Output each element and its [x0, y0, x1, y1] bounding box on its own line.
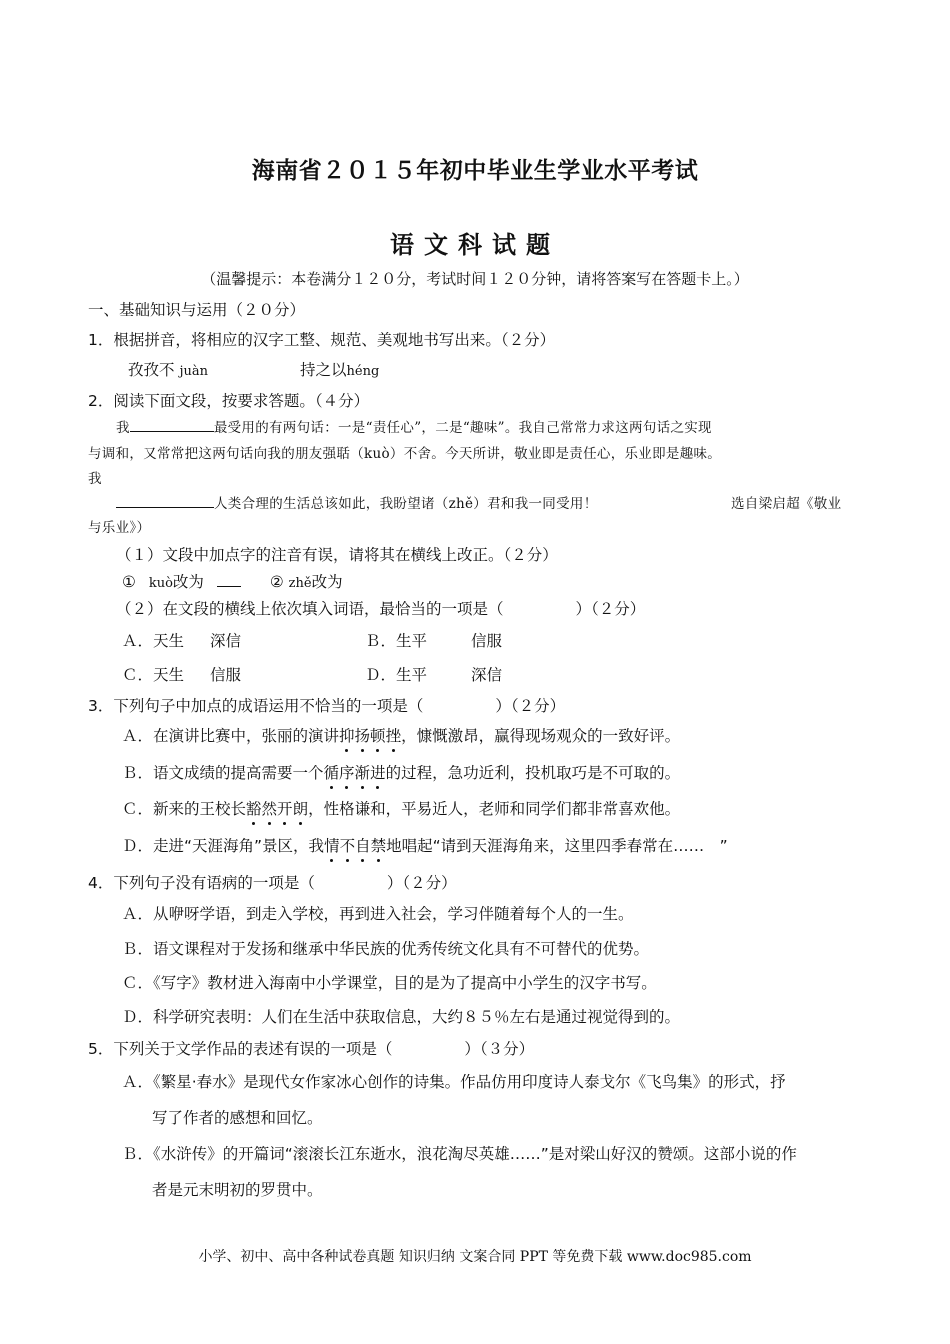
q2-sub2 [116, 597, 645, 619]
q2-option-b-2: 信服 [471, 632, 503, 650]
q2-blank-1[interactable] [130, 417, 214, 432]
q3-stem [88, 694, 565, 716]
q2-option-c [122, 663, 241, 685]
emphasis-char: 不 [339, 837, 356, 855]
q1-item-a [128, 358, 208, 380]
q2-sub1: （１）文段中加点字的注音有误，请将其在横线上改正。（２分） [116, 546, 558, 564]
q2-passage-line5: 与乐业》） [88, 520, 151, 536]
exam-subtitle: 语文科试题 [390, 231, 560, 259]
q2-sub2-stem: （２）在文段的横线上依次填入词语，最恰当的一项是（ [116, 600, 504, 618]
q2-option-c-2: 信服 [210, 666, 242, 684]
q5-stem [88, 1037, 534, 1059]
q4-stem [88, 871, 457, 893]
q2-option-c-1: Ｃ．天生 [122, 666, 185, 684]
q3-c-after: ，性格谦和，平易近人，老师和同学们都非常喜欢他。 [308, 800, 681, 818]
q2-p1a: 我 [116, 420, 130, 436]
q2-option-b [365, 629, 502, 651]
q2-sub1-b-label: 改为 [311, 573, 343, 591]
q2-option-a [122, 629, 241, 651]
q4-option-c: Ｃ．《写字》教材进入海南中小学课堂，目的是为了提高中小学生的汉字书写。 [122, 974, 657, 992]
emphasis-char: 开 [277, 800, 293, 818]
emphasis-char: 序 [339, 764, 355, 782]
q2-p1b: 最受用的有两句话：一是“责任心”，二是“趣味”。我自己常常力求这两句话之实现 [213, 420, 712, 436]
q5-option-a-line2: 写了作者的感想和回忆。 [152, 1109, 323, 1127]
q2-p4a: 人类合理的生活总该如此，我盼望诸（zhě）君和我一同受用！ [214, 496, 598, 512]
q2-sub1-a-num: ① [122, 573, 136, 591]
q5-option-b-line1: Ｂ．《水浒传》的开篇词“滚滚长江东逝水，浪花淘尽英雄……”是对梁山好汉的赞颂。这部小说的作 [122, 1145, 797, 1163]
q3-b-idiom [324, 764, 386, 782]
q3-a-before: Ａ．在演讲比赛中，张丽的演讲 [122, 727, 340, 745]
q2-passage-line2: 与调和，又常常把这两句话向我的朋友强聒（kuò）不舍。今天所讲，敬业即是责任心，乐业即是趣味。 [88, 446, 722, 462]
q2-option-d [365, 663, 502, 685]
emphasis-char: 进 [370, 764, 386, 782]
q3-option-d [122, 834, 728, 856]
q3-a-idiom [339, 727, 401, 745]
q2-option-a-2: 深信 [210, 632, 242, 650]
q5-stem-text: 5．下列关于文学作品的表述有误的一项是（ [88, 1040, 393, 1058]
q5-option-a-line1: Ａ．《繁星·春水》是现代女作家冰心创作的诗集。作品仿用印度诗人泰戈尔《飞鸟集》的形式，抒 [122, 1073, 786, 1091]
q3-c-before: Ｃ．新来的王校长 [122, 800, 247, 818]
emphasis-char: 渐 [354, 764, 371, 782]
q3-option-a [122, 724, 680, 746]
emphasis-char: 朗 [292, 800, 309, 818]
section-heading: 一、基础知识与运用（２０分） [88, 301, 306, 319]
emphasis-char: 顿 [370, 727, 386, 745]
q3-d-before: Ｄ．走进“天涯海角”景区，我 [122, 837, 325, 855]
q1-a-pinyin: juàn [179, 364, 208, 379]
q3-a-after: ，慷慨激昂，赢得现场观众的一致好评。 [401, 727, 681, 745]
q2-sub2-points: ）（２分） [575, 600, 646, 618]
q3-points: ）（２分） [495, 697, 566, 715]
q4-option-d: Ｄ．科学研究表明：人们在生活中获取信息，大约８５％左右是通过视觉得到的。 [122, 1008, 681, 1026]
q1-b-text: 持之以 [300, 361, 347, 379]
q3-option-b [122, 761, 680, 783]
q1-b-pinyin: héng [346, 364, 380, 379]
q4-points: ）（２分） [386, 874, 457, 892]
emphasis-char: 禁 [370, 837, 387, 855]
exam-title: 海南省２０１５年初中毕业生学业水平考试 [251, 158, 699, 184]
q3-d-after: 地唱起“请到天涯海角来，这里四季春常在…… ” [386, 837, 728, 855]
emphasis-char: 自 [355, 837, 371, 855]
q4-option-b: Ｂ．语文课程对于发扬和继承中华民族的优秀传统文化具有不可替代的优势。 [122, 940, 650, 958]
emphasis-char: 豁 [246, 800, 262, 818]
q2-passage-line1 [116, 416, 712, 436]
emphasis-char: 扬 [354, 727, 371, 745]
q2-passage-line3: 我 [88, 471, 102, 487]
q3-b-after: 的过程，急功近利，投机取巧是不可取的。 [385, 764, 681, 782]
exam-hint: （温馨提示：本卷满分１２０分，考试时间１２０分钟，请将答案写在答题卡上。） [201, 270, 749, 288]
q2-option-b-1: Ｂ．生平 [365, 632, 428, 650]
q5-points: ）（３分） [464, 1040, 535, 1058]
q4-stem-text: 4．下列句子没有语病的一项是（ [88, 874, 315, 892]
q4-option-a: Ａ．从咿呀学语，到走入学校，再到进入社会，学习伴随着每个人的一生。 [122, 905, 634, 923]
q3-option-c [122, 797, 680, 819]
emphasis-char: 情 [324, 837, 340, 855]
q3-d-idiom [324, 837, 386, 855]
q3-b-before: Ｂ．语文成绩的提高需要一个 [122, 764, 324, 782]
q2-sub1-a-label: 改为 [172, 573, 204, 591]
emphasis-char: 挫 [385, 727, 402, 745]
q2-sub1-answers [122, 570, 343, 592]
q2-blank-2[interactable] [116, 493, 214, 508]
q2-sub1-a-pinyin: kuò [148, 576, 173, 591]
q1-stem: 1．根据拼音，将相应的汉字工整、规范、美观地书写出来。（２分） [88, 331, 556, 349]
q2-option-a-1: Ａ．天生 [122, 632, 185, 650]
q3-stem-text: 3．下列句子中加点的成语运用不恰当的一项是（ [88, 697, 424, 715]
emphasis-char: 抑 [339, 727, 355, 745]
q2-stem: 2．阅读下面文段，按要求答题。（４分） [88, 392, 370, 410]
q2-sub1-a-answer-line[interactable] [217, 572, 241, 587]
q2-option-d-2: 深信 [471, 666, 503, 684]
q2-source: 选自梁启超《敬业 [731, 496, 842, 512]
page-footer: 小学、初中、高中各种试卷真题 知识归纳 文案合同 PPT 等免费下载 www.doc985.com [198, 1249, 752, 1265]
emphasis-char: 然 [261, 800, 278, 818]
emphasis-char: 循 [323, 764, 340, 782]
q2-passage-line4 [116, 492, 598, 512]
q2-option-d-1: Ｄ．生平 [365, 666, 428, 684]
q3-c-idiom [246, 800, 308, 818]
q2-sub1-b-num: ② [269, 573, 284, 591]
q5-option-b-line2: 者是元末明初的罗贯中。 [152, 1181, 323, 1199]
q1-item-b [300, 358, 379, 380]
q1-a-text: 孜孜不 [128, 361, 175, 379]
q2-sub1-b-pinyin: zhě [288, 576, 312, 591]
